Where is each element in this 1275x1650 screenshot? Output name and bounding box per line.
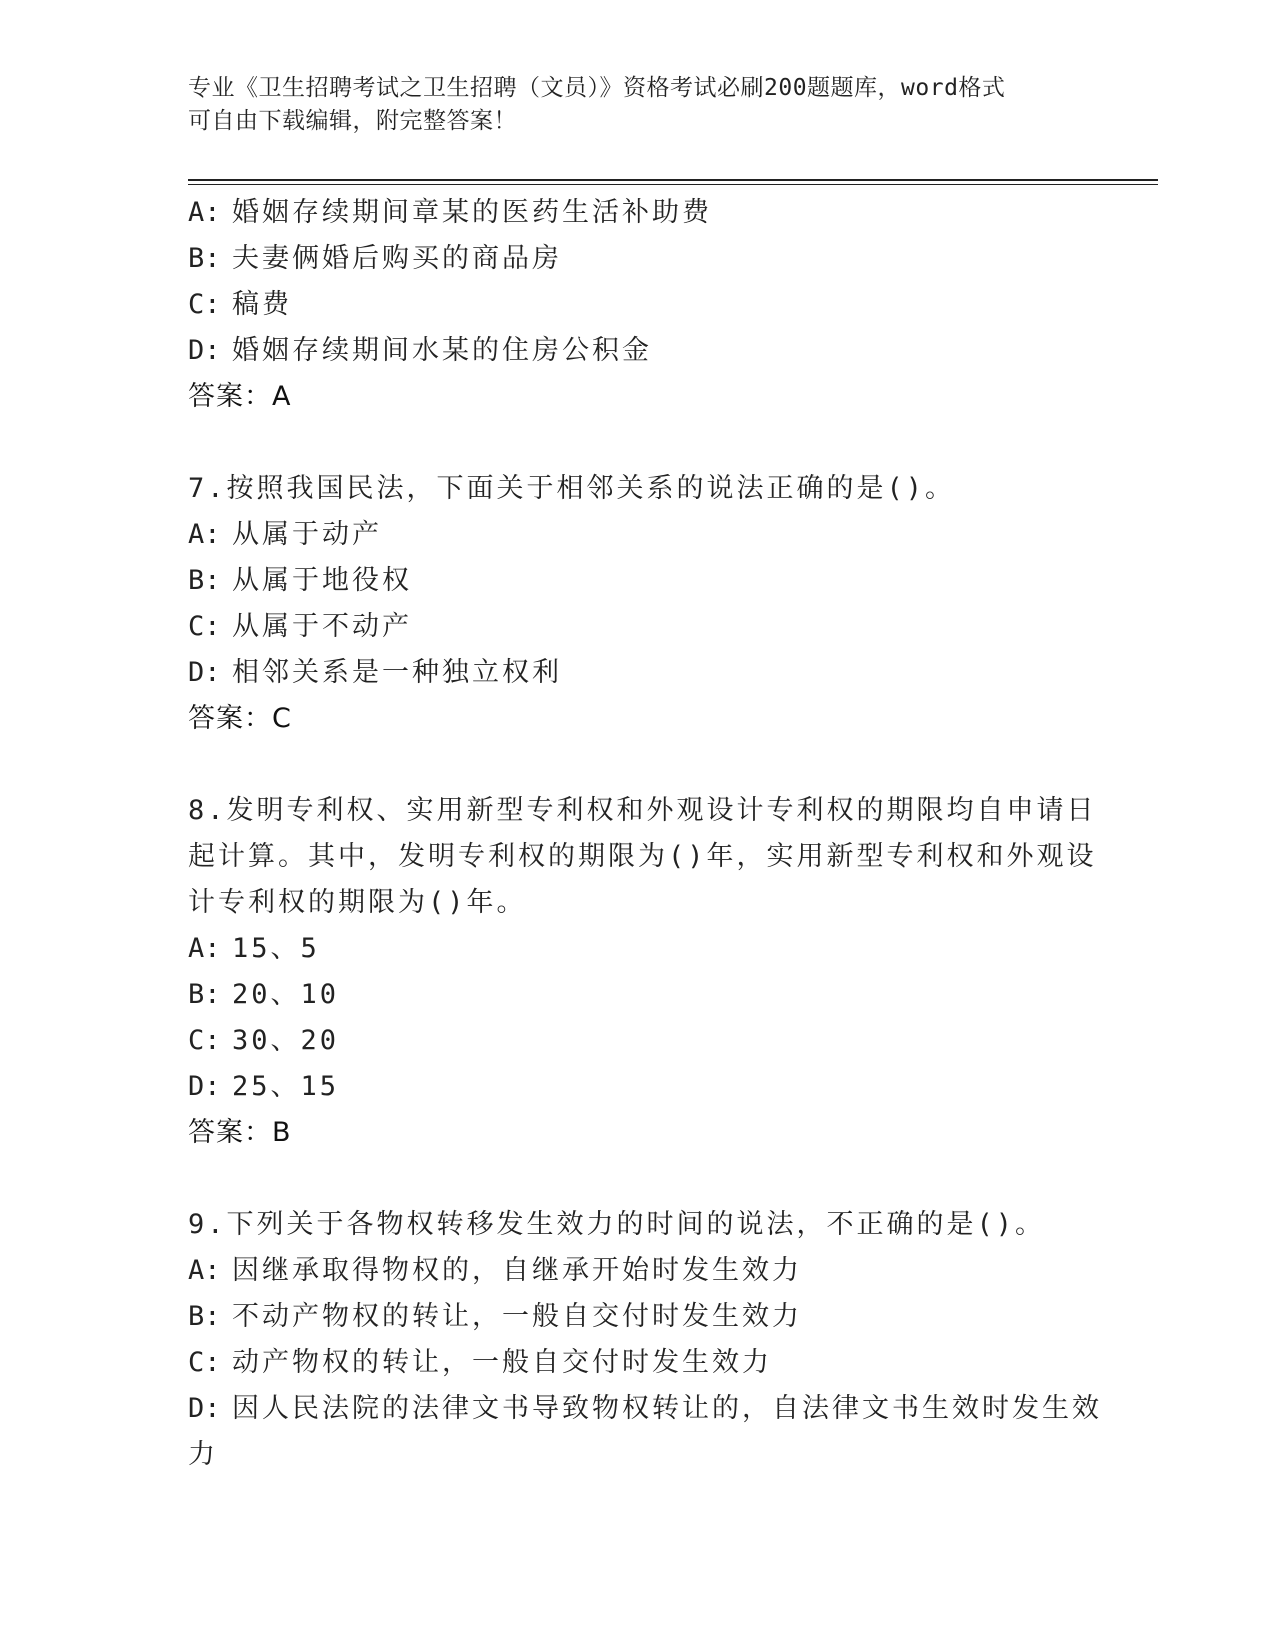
question-6-options <box>188 190 1088 420</box>
question-text: 9.下列关于各物权转移发生效力的时间的说法，不正确的是()。 <box>188 1209 1046 1240</box>
option-b <box>188 236 1088 282</box>
option-text: 30、20 <box>232 1025 340 1056</box>
option-key: B: <box>188 1301 221 1332</box>
spacer <box>188 742 1088 788</box>
option-key: A: <box>188 197 221 228</box>
option-c <box>188 282 1088 328</box>
option-c <box>188 604 1088 650</box>
answer-line: 答案：B <box>188 1117 292 1148</box>
option-text: 相邻关系是一种独立权利 <box>232 657 562 688</box>
question-7 <box>188 466 1088 742</box>
option-text: 婚姻存续期间水某的住房公积金 <box>232 335 652 366</box>
option-a <box>188 190 1088 236</box>
option-d <box>188 328 1088 374</box>
question-text-line-3: 计专利权的期限为()年。 <box>188 887 527 918</box>
option-text: 从属于地役权 <box>232 565 412 596</box>
header-line-2: 可自由下载编辑，附完整答案！ <box>188 108 517 134</box>
question-9 <box>188 1202 1102 1478</box>
option-key: C: <box>188 611 221 642</box>
answer-line: 答案：A <box>188 381 292 412</box>
option-key: C: <box>188 289 221 320</box>
header-line-1: 专业《卫生招聘考试之卫生招聘（文员）》资格考试必刷200题题库，word格式 <box>188 75 1006 101</box>
spacer <box>188 420 1088 466</box>
question-text-line-2: 起计算。其中，发明专利权的期限为()年，实用新型专利权和外观设 <box>188 841 1097 872</box>
option-a <box>188 512 1088 558</box>
option-key: B: <box>188 979 221 1010</box>
header-divider-thick <box>188 179 1158 181</box>
document-header <box>188 72 1088 138</box>
option-key: D: <box>188 335 221 366</box>
question-content <box>188 190 1102 1478</box>
option-key: D: <box>188 1393 221 1424</box>
option-b <box>188 972 1088 1018</box>
answer-line: 答案：C <box>188 703 292 734</box>
option-key: A: <box>188 519 221 550</box>
option-text: 动产物权的转让，一般自交付时发生效力 <box>232 1347 772 1378</box>
option-d-continuation: 力 <box>188 1439 218 1470</box>
option-key: C: <box>188 1347 221 1378</box>
option-text: 因继承取得物权的，自继承开始时发生效力 <box>232 1255 802 1286</box>
option-key: D: <box>188 1071 221 1102</box>
option-c <box>188 1340 1088 1386</box>
header-divider-thin <box>188 184 1158 185</box>
option-a <box>188 1248 1088 1294</box>
option-text: 婚姻存续期间章某的医药生活补助费 <box>232 197 712 228</box>
option-text: 不动产物权的转让，一般自交付时发生效力 <box>232 1301 802 1332</box>
question-8 <box>188 788 1097 1156</box>
option-text: 从属于不动产 <box>232 611 412 642</box>
spacer <box>188 1156 1088 1202</box>
option-d <box>188 1064 1088 1110</box>
option-text: 因人民法院的法律文书导致物权转让的，自法律文书生效时发生效 <box>232 1393 1102 1424</box>
option-text: 20、10 <box>232 979 340 1010</box>
option-d <box>188 650 1088 696</box>
option-key: D: <box>188 657 221 688</box>
option-d <box>188 1386 1102 1432</box>
question-text-line-1: 8.发明专利权、实用新型专利权和外观设计专利权的期限均自申请日 <box>188 795 1097 826</box>
option-text: 15、5 <box>232 933 320 964</box>
option-key: A: <box>188 933 221 964</box>
option-b <box>188 558 1088 604</box>
option-text: 25、15 <box>232 1071 340 1102</box>
option-key: B: <box>188 243 221 274</box>
option-key: B: <box>188 565 221 596</box>
option-text: 从属于动产 <box>232 519 382 550</box>
question-text: 7.按照我国民法，下面关于相邻关系的说法正确的是()。 <box>188 473 956 504</box>
option-b <box>188 1294 1088 1340</box>
option-key: A: <box>188 1255 221 1286</box>
option-text: 稿费 <box>232 289 292 320</box>
option-c <box>188 1018 1088 1064</box>
option-text: 夫妻俩婚后购买的商品房 <box>232 243 562 274</box>
option-a <box>188 926 1088 972</box>
option-key: C: <box>188 1025 221 1056</box>
